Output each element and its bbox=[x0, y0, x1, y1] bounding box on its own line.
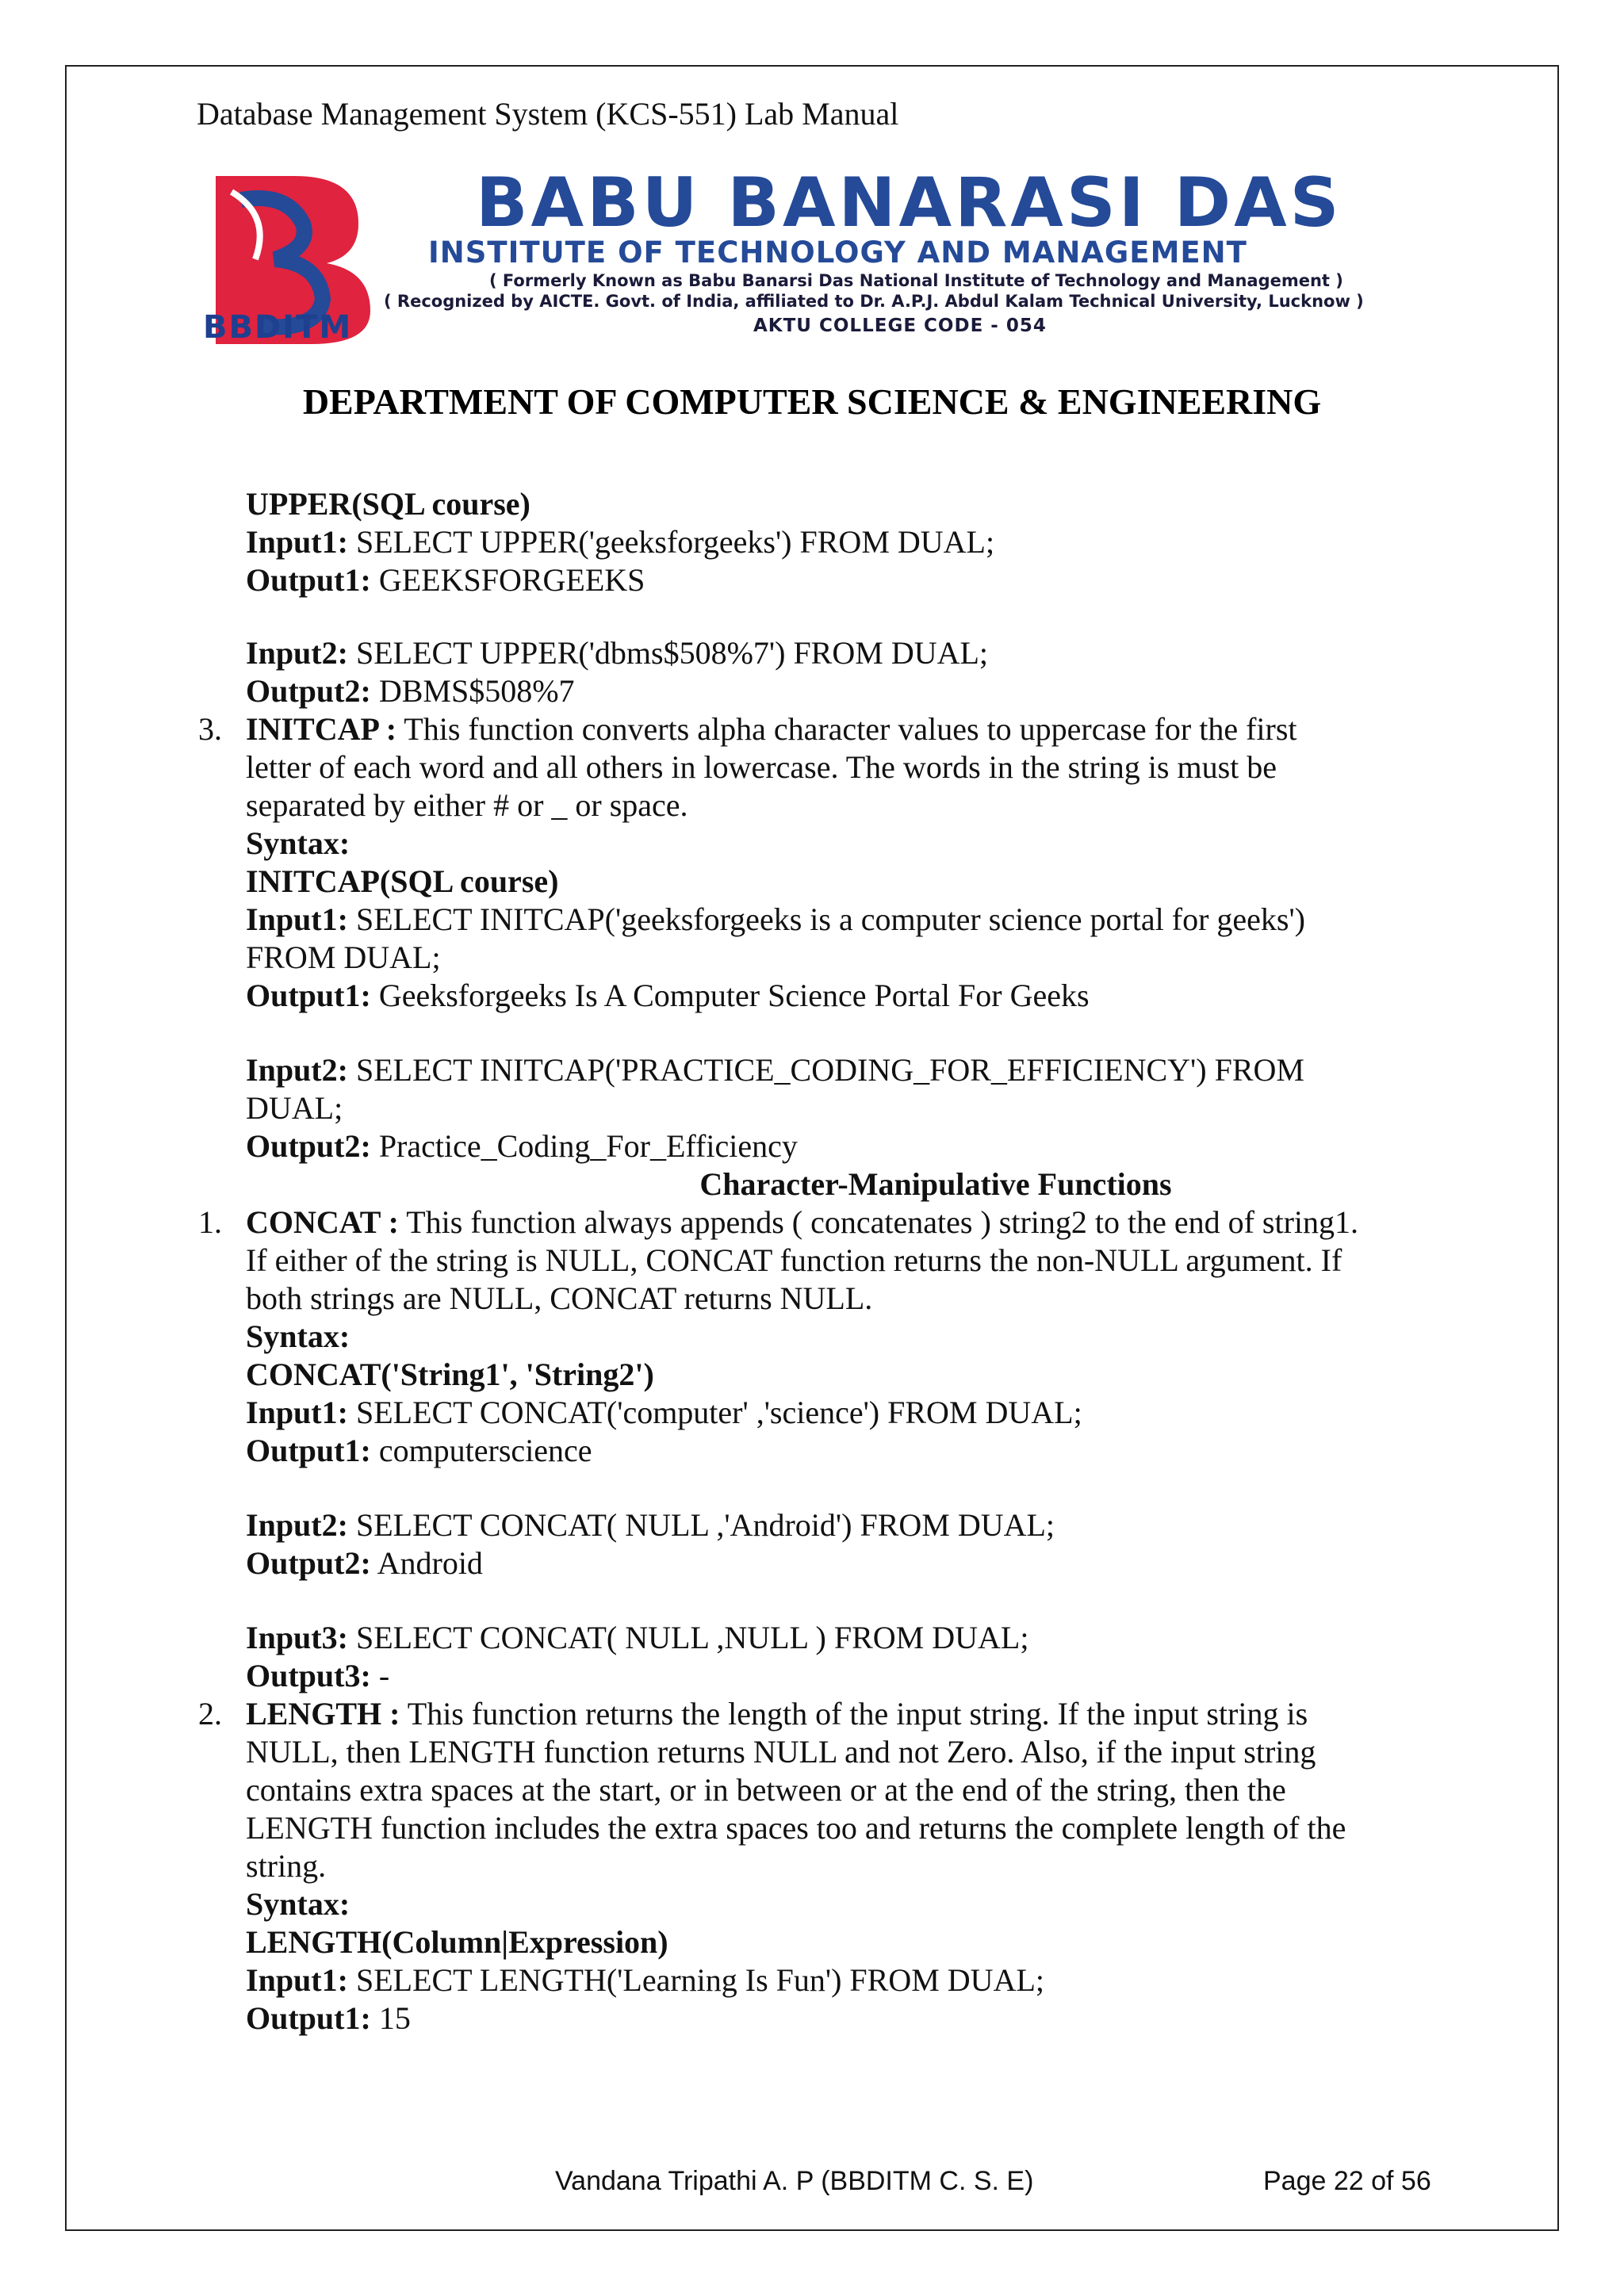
list-number: 1. bbox=[198, 1204, 222, 1240]
initcap-output2: Output2: Practice_Coding_For_Efficiency bbox=[246, 1128, 798, 1164]
list-number: 2. bbox=[198, 1696, 222, 1732]
length-syntax-label: Syntax: bbox=[246, 1886, 350, 1922]
concat-desc-2: If either of the string is NULL, CONCAT function returns the non-NULL argument. If bbox=[246, 1242, 1342, 1278]
concat-syntax: CONCAT('String1', 'String2') bbox=[246, 1357, 654, 1392]
section-heading: Character-Manipulative Functions bbox=[699, 1166, 1172, 1202]
length-desc-3: contains extra spaces at the start, or in between or at the end of the string, then the bbox=[246, 1772, 1286, 1808]
footer-author: Vandana Tripathi A. P (BBDITM C. S. E) bbox=[555, 2166, 1034, 2196]
manual-title: Database Management System (KCS-551) Lab Manual bbox=[197, 96, 899, 132]
initcap-output1: Output1: Geeksforgeeks Is A Computer Science Portal For Geeks bbox=[246, 978, 1090, 1013]
initcap-syntax: INITCAP(SQL course) bbox=[246, 863, 559, 899]
institute-name: BABU BANARASI DAS bbox=[476, 163, 1342, 243]
concat-output1: Output1: computerscience bbox=[246, 1433, 592, 1468]
page-number: Page 22 of 56 bbox=[1263, 2166, 1431, 2196]
upper-input1: Input1: SELECT UPPER('geeksforgeeks') FROM DUAL; bbox=[246, 524, 995, 560]
initcap-input1: Input1: SELECT INITCAP('geeksforgeeks is a computer science portal for geeks') bbox=[246, 901, 1305, 937]
concat-output2: Output2: Android bbox=[246, 1545, 483, 1581]
logo-brand-text: BBDITM bbox=[203, 309, 353, 346]
concat-input3: Input3: SELECT CONCAT( NULL ,NULL ) FROM DUAL; bbox=[246, 1620, 1029, 1655]
initcap-desc-3: separated by either # or _ or space. bbox=[246, 787, 688, 823]
initcap-syntax-label: Syntax: bbox=[246, 825, 350, 861]
concat-output3: Output3: - bbox=[246, 1658, 390, 1693]
concat-desc-1: CONCAT : This function always appends ( concatenates ) string2 to the end of string1. bbox=[246, 1204, 1359, 1240]
initcap-input1-cont: FROM DUAL; bbox=[246, 939, 441, 975]
initcap-input2-cont: DUAL; bbox=[246, 1090, 343, 1126]
initcap-desc-2: letter of each word and all others in lowercase. The words in the string is must be bbox=[246, 749, 1277, 785]
concat-input2: Input2: SELECT CONCAT( NULL ,'Android') FROM DUAL; bbox=[246, 1507, 1055, 1543]
institute-recognized: ( Recognized by AICTE. Govt. of India, affiliated to Dr. A.P.J. Abdul Kalam Technical University, Lucknow ) bbox=[384, 292, 1364, 311]
concat-syntax-label: Syntax: bbox=[246, 1318, 350, 1354]
college-code: AKTU COLLEGE CODE - 054 bbox=[753, 316, 1047, 336]
institute-subtitle: INSTITUTE OF TECHNOLOGY AND MANAGEMENT bbox=[428, 235, 1247, 270]
department-heading: DEPARTMENT OF COMPUTER SCIENCE & ENGINEERING bbox=[302, 381, 1322, 422]
length-input1: Input1: SELECT LENGTH('Learning Is Fun') FROM DUAL; bbox=[246, 1962, 1044, 1998]
length-desc-2: NULL, then LENGTH function returns NULL and not Zero. Also, if the input string bbox=[246, 1734, 1316, 1770]
length-desc-1: LENGTH : This function returns the length of the input string. If the input string is bbox=[246, 1696, 1308, 1732]
initcap-input2: Input2: SELECT INITCAP('PRACTICE_CODING_FOR_EFFICIENCY') FROM bbox=[246, 1052, 1304, 1088]
length-output1: Output1: 15 bbox=[246, 2000, 411, 2036]
concat-input1: Input1: SELECT CONCAT('computer' ,'science') FROM DUAL; bbox=[246, 1395, 1082, 1430]
initcap-desc-1: INITCAP : This function converts alpha character values to uppercase for the first bbox=[246, 711, 1297, 747]
upper-input2: Input2: SELECT UPPER('dbms$508%7') FROM DUAL; bbox=[246, 635, 989, 671]
length-syntax: LENGTH(Column|Expression) bbox=[246, 1924, 668, 1960]
concat-desc-3: both strings are NULL, CONCAT returns NULL. bbox=[246, 1280, 873, 1316]
list-number: 3. bbox=[198, 711, 222, 747]
length-desc-5: string. bbox=[246, 1848, 327, 1884]
upper-output2: Output2: DBMS$508%7 bbox=[246, 673, 575, 709]
length-desc-4: LENGTH function includes the extra spaces too and returns the complete length of the bbox=[246, 1810, 1346, 1846]
upper-syntax: UPPER(SQL course) bbox=[246, 486, 530, 522]
institute-formerly: ( Formerly Known as Babu Banarsi Das National Institute of Technology and Management ) bbox=[489, 271, 1343, 290]
upper-output1: Output1: GEEKSFORGEEKS bbox=[246, 562, 645, 598]
